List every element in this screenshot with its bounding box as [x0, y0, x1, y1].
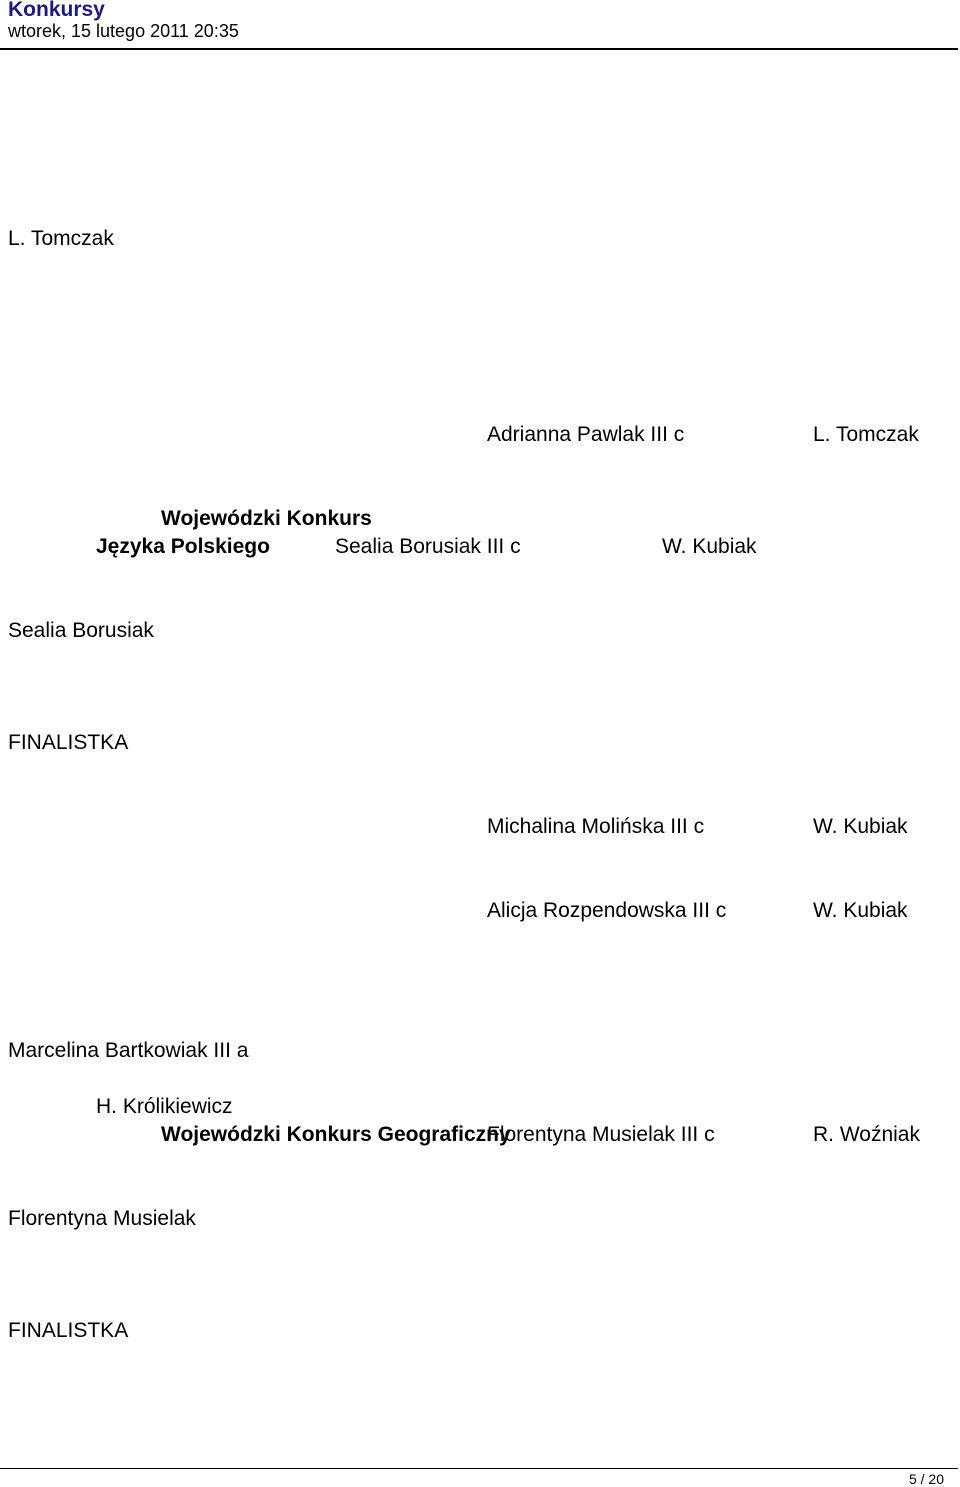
award-label: FINALISTKA [8, 1319, 129, 1342]
teacher-name: H. Królikiewicz [96, 1095, 233, 1118]
competition-title: Wojewódzki Konkurs [161, 507, 372, 530]
competition-subtitle: Języka Polskiego [96, 535, 270, 558]
student-entry: Michalina Molińska III c [487, 815, 705, 838]
award-label: FINALISTKA [8, 731, 129, 754]
teacher-name: W. Kubiak [662, 535, 757, 558]
footer-rule [0, 1468, 958, 1469]
page-number: 5 / 20 [908, 1471, 944, 1487]
student-entry: Marcelina Bartkowiak III a [8, 1039, 249, 1062]
teacher-name: W. Kubiak [813, 815, 908, 838]
competition-title: Wojewódzki Konkurs Geograficzny [161, 1123, 511, 1146]
student-name: Florentyna Musielak [8, 1207, 196, 1230]
teacher-name: L. Tomczak [8, 227, 114, 250]
document-title: Konkursy [8, 0, 105, 21]
student-entry: Florentyna Musielak III c [487, 1123, 715, 1146]
student-entry: Alicja Rozpendowska III c [487, 899, 727, 922]
student-name: Sealia Borusiak [8, 619, 154, 642]
document-date: wtorek, 15 lutego 2011 20:35 [8, 21, 239, 41]
teacher-name: W. Kubiak [813, 899, 908, 922]
teacher-name: R. Woźniak [813, 1123, 920, 1146]
teacher-name: L. Tomczak [813, 423, 919, 446]
student-entry: Sealia Borusiak III c [335, 535, 521, 558]
student-entry: Adrianna Pawlak III c [487, 423, 685, 446]
header-rule [0, 48, 958, 50]
